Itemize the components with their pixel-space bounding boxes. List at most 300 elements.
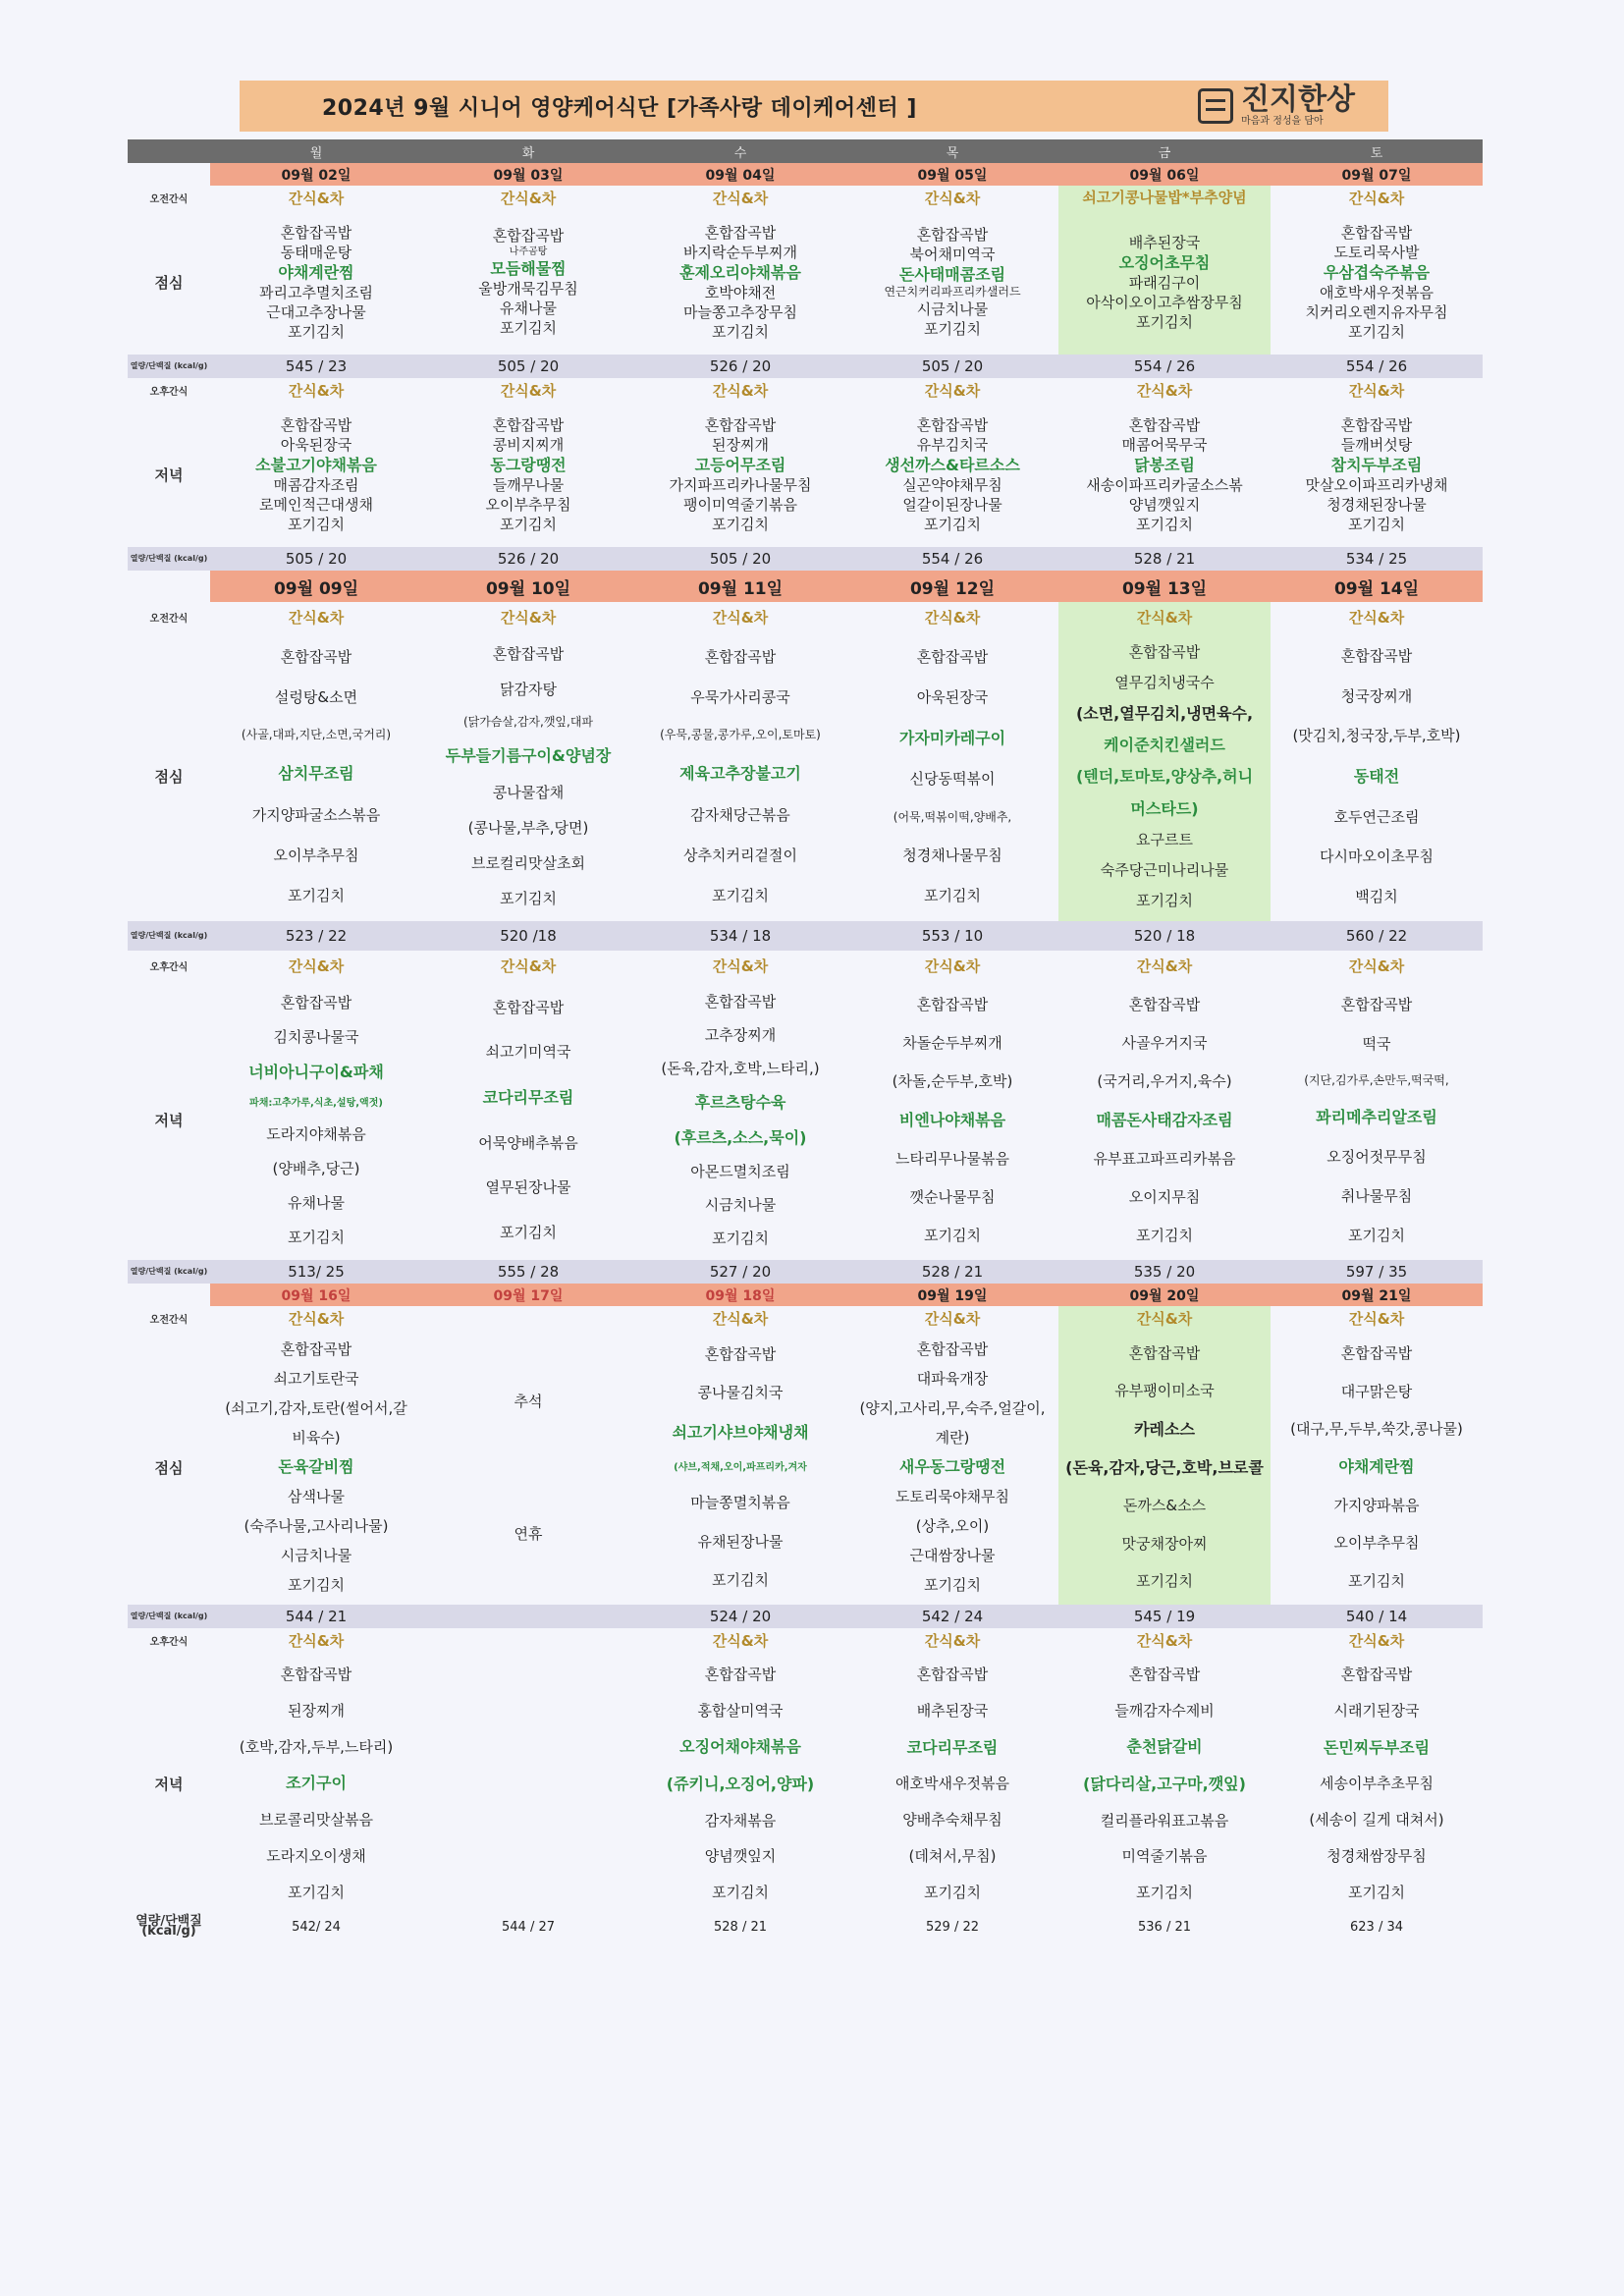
- rice-item: 혼합잡곡밥: [1340, 995, 1413, 1013]
- kimchi-item: 포기김치: [924, 515, 981, 533]
- day-wed: 수: [634, 139, 846, 163]
- brand-logo: [1198, 82, 1355, 127]
- menu-cell: [1271, 220, 1483, 345]
- soup-item: 바지락순두부찌개: [683, 243, 797, 261]
- holiday-cell: [422, 1332, 634, 1603]
- kcal-label: 열량/단백질 (kcal/g): [128, 1605, 210, 1628]
- side-dish: 청경채된장나물: [1326, 495, 1427, 514]
- side-dish: 맛살오이파프리카냉채: [1305, 475, 1448, 494]
- kimchi-item: 포기김치: [500, 1224, 557, 1242]
- ingredient-note: (양배추,당근): [272, 1160, 360, 1178]
- menu-cell: [422, 412, 634, 537]
- ingredient-note: (쇠고기,감자,토란(썰어서,갈: [225, 1398, 407, 1417]
- menu-cell: [210, 982, 422, 1258]
- week3-lunch-row: [128, 1330, 1483, 1605]
- menu-cell: [1058, 1654, 1271, 1913]
- kimchi-item: 포기김치: [1136, 1883, 1193, 1901]
- soup-item: 설렁탕&소면: [274, 687, 358, 706]
- rice-item: 혼합잡곡밥: [492, 998, 565, 1016]
- kcal-label: 열량/단백질 (kcal/g): [128, 1915, 210, 1939]
- side-dish: 도토리묵야채무침: [895, 1488, 1009, 1506]
- menu-cell: [422, 982, 634, 1258]
- rice-item: 혼합잡곡밥: [280, 647, 352, 666]
- soup-item: 들깨감자수제비: [1114, 1701, 1215, 1720]
- side-dish: 꽈리고추멸치조림: [259, 283, 373, 301]
- soup-item: 아욱된장국: [916, 687, 989, 706]
- soup-item: 된장찌개: [712, 435, 769, 454]
- menu-cell: [634, 220, 846, 345]
- kcal-cell: 534 / 18: [634, 921, 846, 951]
- lunch-label: 점심: [154, 768, 184, 786]
- snack-cell: 간식&차: [924, 189, 981, 207]
- week3-pm-snack-row: [128, 1628, 1483, 1652]
- snack-cell: 간식&차: [924, 608, 981, 627]
- main-dish: 동태전: [1353, 766, 1400, 786]
- soup-item: 도토리묵사발: [1333, 243, 1420, 261]
- day-mon: 월: [210, 139, 422, 163]
- side-dish: 팽이미역줄기볶음: [683, 495, 797, 514]
- side-dish: 요구르트: [1136, 830, 1193, 848]
- logo-tagline: 마음과 정성을 담아: [1241, 116, 1324, 127]
- kimchi-item: 포기김치: [924, 320, 981, 338]
- ingredient-note: (양지,고사리,무,숙주,얼갈이,: [859, 1398, 1046, 1417]
- side-dish: 가지양파볶음: [1333, 1496, 1420, 1514]
- snack-cell: 간식&차: [712, 189, 769, 207]
- kimchi-item: 포기김치: [288, 322, 345, 341]
- soup-item: 배추된장국: [916, 1702, 989, 1721]
- main-dish: 야채계란찜: [278, 262, 354, 282]
- kimchi-item: 포기김치: [500, 889, 557, 907]
- side-dish: 삼색나물: [288, 1488, 345, 1506]
- soup-item: 동태매운탕: [280, 243, 352, 261]
- snack-cell: 간식&차: [1348, 1631, 1405, 1650]
- main-dish: 소불고기야채볶음: [255, 455, 377, 474]
- rice-item: 혼합잡곡밥: [280, 223, 352, 242]
- side-dish: 근대쌈장나물: [909, 1547, 996, 1565]
- week2-lunch-row: [128, 631, 1483, 921]
- snack-cell: [422, 1628, 634, 1652]
- kcal-cell: 528 / 21: [1058, 547, 1271, 571]
- side-dish: 가지양파굴소스볶음: [251, 805, 381, 824]
- kcal-cell: 560 / 22: [1271, 921, 1483, 951]
- side-dish: 매콤감자조림: [273, 475, 359, 494]
- soup-item: 북어채미역국: [909, 246, 996, 263]
- week1-date-row: [128, 163, 1483, 186]
- snack-cell: 간식&차: [288, 608, 345, 627]
- main-dish: 돈민찌두부조림: [1323, 1737, 1431, 1757]
- soup-item: 콩비지찌개: [492, 435, 565, 454]
- ingredient-note: (닭다리살,고구마,깻잎): [1083, 1774, 1246, 1793]
- menu-cell: [634, 1332, 846, 1603]
- kcal-cell: 513/ 25: [210, 1260, 422, 1284]
- side-dish: 오이지무침: [1128, 1188, 1201, 1207]
- main-dish: 오징어채야채볶음: [679, 1737, 801, 1757]
- menu-cell: [634, 982, 846, 1258]
- kimchi-item: 백김치: [1355, 887, 1398, 905]
- soup-item: 쇠고기미역국: [485, 1043, 571, 1062]
- ingredient-note: (돈육,감자,호박,느타리,): [661, 1060, 820, 1078]
- week1-pm-snack-row: [128, 378, 1483, 402]
- date-cell: 09월 20일: [1058, 1284, 1271, 1306]
- pm-snack-label: 오후간식: [149, 961, 189, 973]
- snack-cell: 간식&차: [924, 1631, 981, 1650]
- ingredient-note: (맛김치,청국장,두부,호박): [1292, 727, 1461, 745]
- main-dish: 매콤돈사태감자조림: [1096, 1110, 1233, 1129]
- side-dish: 유채된장나물: [697, 1532, 784, 1551]
- rice-item: 혼합잡곡밥: [916, 647, 989, 666]
- date-cell: 09월 10일: [422, 571, 634, 602]
- ingredient-note: (돈육,감자,당근,호박,브로콜: [1065, 1457, 1264, 1477]
- side-dish: 연근치커리파프리카샐러드: [884, 285, 1021, 299]
- snack-cell: 간식&차: [924, 1309, 981, 1328]
- rice-item: 혼합잡곡밥: [1128, 642, 1201, 661]
- main-dish: 고등어무조림: [694, 455, 786, 474]
- soup-item: 열무김치냉국수: [1114, 673, 1215, 691]
- side-dish: 유채나물: [500, 300, 557, 317]
- side-dish: 브로컬리맛살초회: [471, 853, 585, 872]
- soup-item: 닭감자탕: [500, 681, 557, 699]
- corner-cell: [128, 139, 210, 163]
- side-dish: 돈까스&소스: [1122, 1497, 1207, 1515]
- side-dish: 파래김구이: [1128, 273, 1201, 292]
- menu-cell: [1271, 633, 1483, 919]
- rice-item: 혼합잡곡밥: [1128, 1344, 1201, 1363]
- side-dish: 치커리오렌지유자무침: [1305, 302, 1448, 321]
- soup-item: 대파육개장: [916, 1369, 989, 1388]
- ingredient-note: 계란): [935, 1428, 970, 1447]
- main-dish: 두부들기름구이&양념장: [445, 746, 612, 766]
- side-dish: 감자채볶음: [704, 1811, 777, 1830]
- ingredient-note: (사골,대파,지단,소면,국거리): [241, 728, 392, 742]
- am-snack-label: 오전간식: [149, 613, 189, 625]
- week3-dinner-kcal-row: [128, 1915, 1483, 1939]
- ingredient-note: (대구,무,두부,쑥갓,콩나물): [1290, 1420, 1463, 1439]
- main-dish: 가자미카레구이: [898, 729, 1006, 748]
- am-snack-label: 오전간식: [149, 193, 189, 205]
- week2-pm-snack-row: [128, 951, 1483, 980]
- main-dish: 오징어초무침: [1118, 252, 1211, 272]
- week1-am-snack-row: [128, 186, 1483, 209]
- menu-cell: [1058, 230, 1271, 335]
- rice-item: 혼합잡곡밥: [704, 223, 777, 242]
- main-dish: 춘천닭갈비: [1126, 1737, 1203, 1757]
- kcal-label: 열량/단백질 (kcal/g): [128, 355, 210, 378]
- lunch-label: 점심: [154, 1458, 184, 1477]
- snack-cell: 간식&차: [1348, 189, 1405, 207]
- menu-table-wrap: [128, 139, 1483, 1939]
- kimchi-item: 포기김치: [500, 515, 557, 533]
- main-dish: 모듬해물찜: [490, 259, 567, 278]
- date-cell: 09월 02일: [210, 163, 422, 186]
- week1-lunch-row: [128, 209, 1483, 355]
- main-dish: 삼치무조림: [278, 764, 354, 784]
- lunch-label: 점심: [154, 273, 184, 292]
- kcal-label: 열량/단백질 (kcal/g): [128, 921, 210, 951]
- snack-cell: 간식&차: [712, 1631, 769, 1650]
- kcal-cell: 535 / 20: [1058, 1260, 1271, 1284]
- soup-item: 나주곰탕: [509, 246, 548, 257]
- rice-item: 혼합잡곡밥: [704, 415, 777, 434]
- main-dish: 카레소스: [1134, 1419, 1195, 1439]
- side-dish: 울방개묵김무침: [478, 280, 578, 298]
- side-dish: 아삭이오이고추쌈장무침: [1086, 293, 1243, 311]
- rice-item: 혼합잡곡밥: [916, 1339, 989, 1358]
- date-cell: 09월 06일: [1058, 163, 1271, 186]
- side-dish: 세송이부추초무침: [1320, 1775, 1434, 1793]
- side-dish: 미역줄기볶음: [1121, 1847, 1208, 1866]
- kimchi-item: 포기김치: [712, 515, 769, 533]
- date-cell: 09월 09일: [210, 571, 422, 602]
- rice-item: 혼합잡곡밥: [704, 1666, 777, 1684]
- snack-cell: 간식&차: [712, 1309, 769, 1328]
- main-dish: 후르츠탕수육: [694, 1093, 786, 1113]
- ingredient-note: (차돌,순두부,호박): [892, 1071, 1013, 1090]
- side-dish: 실곤약야채무침: [902, 475, 1002, 494]
- day-header-row: [128, 139, 1483, 163]
- snack-cell: 쇠고기콩나물밥*부추양념: [1058, 186, 1271, 209]
- ingredient-note: (우묵,콩물,콩가루,오이,토마토): [660, 728, 821, 742]
- menu-cell: [422, 223, 634, 341]
- soup-item: 홍합살미역국: [697, 1701, 784, 1720]
- ingredient-note: (호박,감자,두부,느타리): [239, 1737, 394, 1756]
- side-dish: 얼갈이된장나물: [902, 495, 1002, 514]
- week2-lunch-kcal-row: [128, 921, 1483, 951]
- date-cell: 09월 14일: [1271, 571, 1483, 602]
- side-dish: 깻순나물무침: [909, 1188, 996, 1207]
- side-dish: 열무된장나물: [485, 1178, 571, 1197]
- kimchi-item: 포기김치: [712, 1229, 769, 1247]
- side-dish: 오징어젓무무침: [1326, 1148, 1427, 1167]
- soup-item: 들깨버섯탕: [1340, 435, 1413, 454]
- menu-cell: [210, 220, 422, 345]
- soup-item: 매콤어묵무국: [1121, 435, 1208, 454]
- side-dish: 다시마오이초무침: [1320, 847, 1434, 866]
- menu-cell: [210, 1654, 422, 1913]
- menu-cell: [846, 1654, 1058, 1913]
- main-dish: 케이준치킨샐러드: [1104, 736, 1225, 755]
- kcal-cell: 597 / 35: [1271, 1260, 1483, 1284]
- soup-item: 사골우거지국: [1121, 1033, 1208, 1052]
- kimchi-item: 포기김치: [288, 515, 345, 533]
- kcal-cell: 534 / 25: [1271, 547, 1483, 571]
- ingredient-note: (숙주나물,고사리나물): [244, 1517, 389, 1536]
- side-dish: 근대고추장나물: [266, 302, 366, 321]
- side-dish: 호두연근조림: [1333, 807, 1420, 826]
- kcal-cell: 623 / 34: [1271, 1915, 1483, 1939]
- ingredient-note: (콩나물,부추,당면): [467, 818, 589, 837]
- ingredient-note: (소면,열무김치,냉면육수,: [1075, 704, 1254, 724]
- rice-item: 혼합잡곡밥: [492, 415, 565, 434]
- kcal-cell: 529 / 22: [846, 1915, 1058, 1939]
- kcal-cell: 545 / 23: [210, 355, 422, 378]
- kimchi-item: 포기김치: [288, 1883, 345, 1901]
- kimchi-item: 포기김치: [924, 887, 981, 905]
- snack-cell: 간식&차: [1058, 1306, 1271, 1330]
- ingredient-note: (텐더,토마토,양상추,허니: [1075, 767, 1254, 787]
- week3-dinner-row: [128, 1652, 1483, 1915]
- side-dish: 마늘쫑멸치볶음: [690, 1494, 790, 1512]
- main-dish: 너비아니구이&파채: [248, 1062, 384, 1081]
- ingredient-note: 머스타드): [1130, 798, 1199, 818]
- snack-cell: 간식&차: [500, 381, 557, 400]
- main-dish: 훈제오리야채볶음: [679, 262, 801, 282]
- kcal-cell: 505 / 20: [846, 355, 1058, 378]
- soup-item: 유부팽이미소국: [1114, 1382, 1215, 1400]
- rice-item: 혼합잡곡밥: [1340, 1344, 1413, 1363]
- kimchi-item: 포기김치: [288, 1229, 345, 1247]
- pm-snack-label: 오후간식: [149, 1636, 189, 1648]
- snack-cell: 간식&차: [500, 608, 557, 627]
- week3-date-row: [128, 1284, 1483, 1306]
- menu-cell: [846, 633, 1058, 919]
- date-cell: 09월 04일: [634, 163, 846, 186]
- kcal-label: 열량/단백질 (kcal/g): [128, 547, 210, 571]
- side-dish: 시금치나물: [916, 301, 989, 318]
- menu-cell: [1271, 1654, 1483, 1913]
- rice-item: 혼합잡곡밥: [916, 415, 989, 434]
- kcal-cell: 555 / 28: [422, 1260, 634, 1284]
- main-dish: 동그랑땡전: [490, 455, 567, 474]
- date-cell: 09월 17일: [422, 1284, 634, 1306]
- side-dish: 양배추숙채무침: [902, 1811, 1002, 1830]
- side-dish: 가지파프리카나물무침: [669, 475, 812, 494]
- rice-item: 혼합잡곡밥: [1340, 223, 1413, 242]
- date-cell: 09월 07일: [1271, 163, 1483, 186]
- menu-cell: [634, 412, 846, 537]
- date-cell: 09월 19일: [846, 1284, 1058, 1306]
- day-sat: 토: [1271, 139, 1483, 163]
- main-dish: 꽈리메추리알조림: [1316, 1108, 1437, 1127]
- am-snack-label: 오전간식: [149, 1314, 189, 1326]
- rice-item: 혼합잡곡밥: [916, 226, 989, 244]
- main-dish: 새우동그랑땡전: [898, 1457, 1006, 1477]
- ingredient-note: (쥬키니,오징어,양파): [666, 1774, 815, 1793]
- menu-cell: [846, 1332, 1058, 1603]
- menu-cell: [846, 982, 1058, 1258]
- ingredient-note: 파채:고추가루,식초,설탕,액젓): [249, 1097, 383, 1109]
- menu-cell: [634, 1654, 846, 1913]
- date-cell: 09월 21일: [1271, 1284, 1483, 1306]
- ingredient-note: 비육수): [292, 1428, 341, 1447]
- side-dish: 아몬드멸치조림: [690, 1162, 790, 1180]
- dinner-label: 저녁: [154, 1112, 184, 1129]
- menu-cell: [1058, 982, 1271, 1258]
- logo-name: 진지한상: [1241, 82, 1355, 117]
- dinner-label: 저녁: [154, 465, 184, 484]
- ingredient-note: (샤브,적채,오이,파프리카,겨자: [674, 1461, 807, 1473]
- date-cell: 09월 05일: [846, 163, 1058, 186]
- snack-cell: 간식&차: [924, 381, 981, 400]
- kcal-cell: 527 / 20: [634, 1260, 846, 1284]
- soup-item: 콩나물김치국: [697, 1384, 784, 1402]
- snack-cell: 간식&차: [1348, 957, 1405, 975]
- side-dish: 양념깻잎지: [1128, 495, 1201, 514]
- day-thu: 목: [846, 139, 1058, 163]
- kcal-cell: 554 / 26: [1271, 355, 1483, 378]
- side-dish: 도라지야채볶음: [266, 1125, 366, 1144]
- menu-table: [128, 139, 1483, 1939]
- page-title: 2024년 9월 시니어 영양케어식단 [가족사랑 데이케어센터 ]: [322, 95, 917, 121]
- kimchi-item: 포기김치: [1136, 515, 1193, 533]
- menu-cell: [1271, 1332, 1483, 1603]
- side-dish: 시금치나물: [280, 1547, 352, 1565]
- rice-item: 혼합잡곡밥: [280, 415, 352, 434]
- side-dish: 새송이파프리카굴소스볶: [1086, 475, 1243, 494]
- snack-cell: 간식&차: [1348, 608, 1405, 627]
- main-dish: 참치두부조림: [1330, 455, 1423, 474]
- kimchi-item: 포기김치: [924, 1575, 981, 1594]
- ingredient-note: (데쳐서,무침): [908, 1846, 997, 1865]
- dinner-label: 저녁: [154, 1775, 184, 1793]
- week2-date-row: [128, 571, 1483, 602]
- kimchi-item: 포기김치: [288, 1575, 345, 1594]
- snack-cell: [422, 1306, 634, 1330]
- kcal-cell: 542/ 24: [210, 1915, 422, 1939]
- snack-cell: 간식&차: [1058, 602, 1271, 631]
- kcal-cell: 545 / 19: [1058, 1605, 1271, 1628]
- menu-cell: [1058, 1332, 1271, 1603]
- empty-cell: [422, 1652, 634, 1915]
- side-dish: 감자채당근볶음: [690, 805, 790, 824]
- soup-item: 된장찌개: [288, 1702, 345, 1721]
- side-dish: 신당동떡볶이: [909, 770, 996, 789]
- menu-cell: [210, 1332, 422, 1603]
- main-dish: 닭봉조림: [1134, 455, 1195, 474]
- main-dish: 쇠고기샤브야채냉채: [672, 1422, 809, 1442]
- kimchi-item: 포기김치: [288, 887, 345, 905]
- week1-lunch-kcal-row: [128, 355, 1483, 378]
- main-dish: 비엔나야채볶음: [898, 1110, 1006, 1129]
- soup-item: 김치콩나물국: [273, 1027, 359, 1046]
- menu-cell: [210, 633, 422, 919]
- rice-item: 혼합잡곡밥: [280, 1666, 352, 1684]
- menu-cell: [846, 222, 1058, 342]
- menu-cell: [1058, 412, 1271, 537]
- kimchi-item: 포기김치: [1348, 515, 1405, 533]
- rice-item: 혼합잡곡밥: [280, 1339, 352, 1358]
- snack-cell: 간식&차: [1136, 957, 1193, 975]
- holiday-label: 추석: [514, 1392, 543, 1410]
- kcal-cell: 536 / 21: [1058, 1915, 1271, 1939]
- side-dish: 호박야채전: [704, 283, 777, 301]
- kimchi-item: 포기김치: [712, 1883, 769, 1901]
- kimchi-item: 포기김치: [924, 1883, 981, 1901]
- rice-item: 혼합잡곡밥: [1340, 647, 1413, 666]
- soup-item: 아욱된장국: [280, 435, 352, 454]
- kcal-label: 열량/단백질 (kcal/g): [128, 1260, 210, 1284]
- rice-item: 혼합잡곡밥: [704, 647, 777, 666]
- side-dish: 들깨무나물: [492, 475, 565, 494]
- side-dish: 도라지오이생채: [266, 1846, 366, 1865]
- kcal-cell: 505 / 20: [634, 547, 846, 571]
- rice-item: 혼합잡곡밥: [1340, 415, 1413, 434]
- menu-cell: [422, 633, 634, 919]
- ingredient-note: (후르츠,소스,묵이): [674, 1127, 807, 1147]
- soup-item: 차돌순두부찌개: [902, 1033, 1002, 1052]
- rice-item: 혼합잡곡밥: [280, 993, 352, 1011]
- main-dish: 코다리무조림: [906, 1737, 999, 1757]
- soup-item: 고추장찌개: [704, 1026, 777, 1045]
- snack-cell: 간식&차: [712, 608, 769, 627]
- side-dish: 유채나물: [288, 1194, 345, 1213]
- snack-cell: 간식&차: [1348, 1309, 1405, 1328]
- snack-cell: 간식&차: [500, 957, 557, 975]
- main-dish: 돈육갈비찜: [278, 1457, 354, 1477]
- snack-cell: 간식&차: [288, 1309, 345, 1328]
- side-dish: 유부표고파프리카볶음: [1093, 1150, 1236, 1169]
- menu-cell: [1271, 412, 1483, 537]
- menu-cell: [1271, 982, 1483, 1258]
